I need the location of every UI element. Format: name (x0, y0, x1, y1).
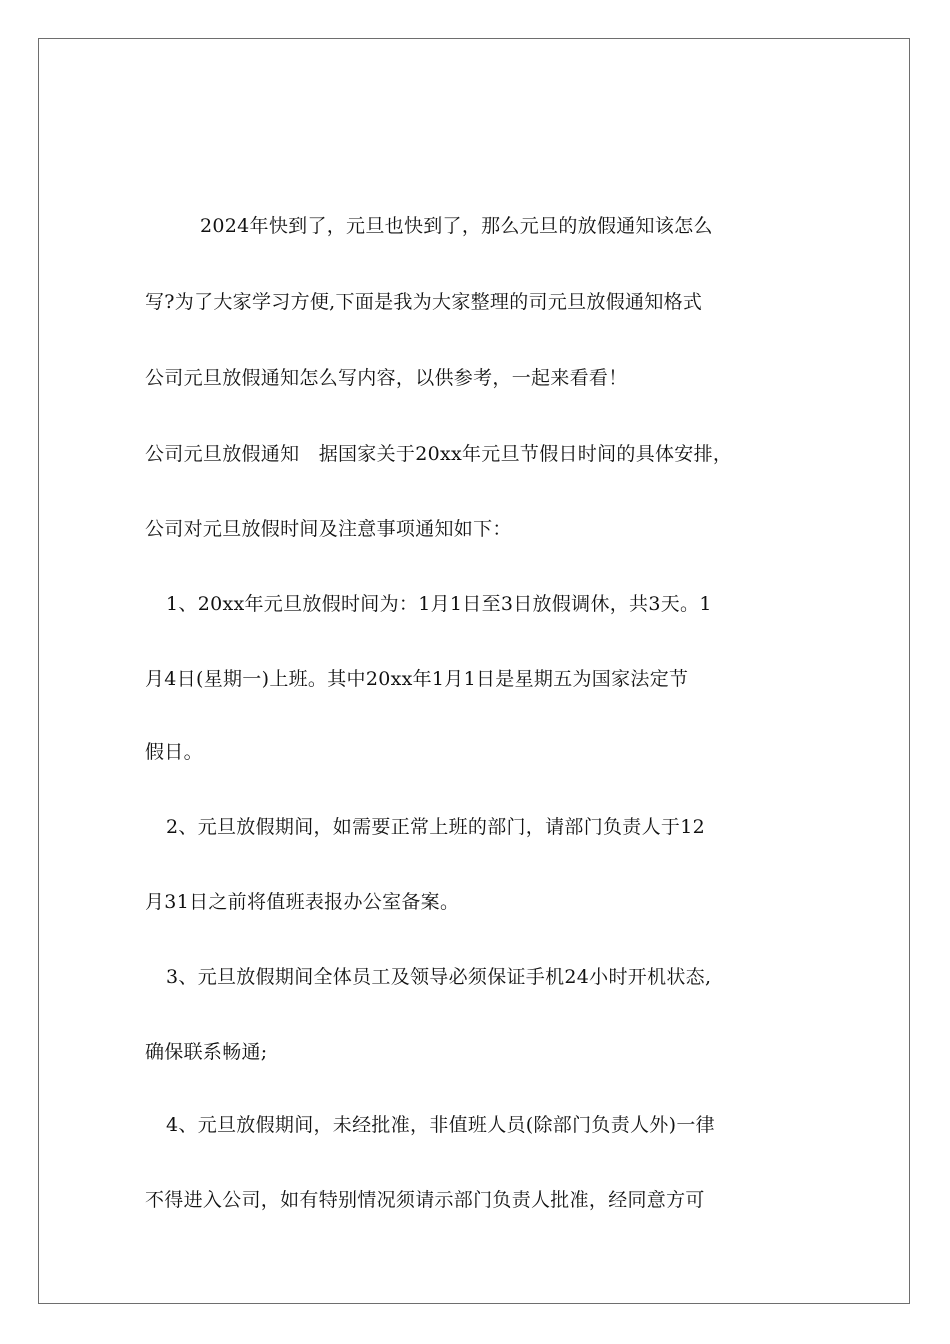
paragraph-line: 公司元旦放假通知怎么写内容，以供参考，一起来看看！ (145, 367, 628, 389)
list-item-1-line: 月4日(星期一)上班。其中20xx年1月1日是星期五为国家法定节 (145, 668, 689, 690)
list-item-1-line: 1、20xx年元旦放假时间为：1月1日至3日放假调休，共3天。1 (166, 593, 712, 615)
list-item-2-line: 月31日之前将值班表报办公室备案。 (145, 891, 460, 913)
paragraph-line: 公司对元旦放假时间及注意事项通知如下： (145, 518, 512, 540)
list-item-3-line: 3、元旦放假期间全体员工及领导必须保证手机24小时开机状态, (166, 966, 712, 988)
list-item-3-line: 确保联系畅通; (145, 1041, 268, 1063)
paragraph-line: 2024年快到了，元旦也快到了，那么元旦的放假通知该怎么 (200, 215, 713, 237)
list-item-4-line: 不得进入公司，如有特别情况须请示部门负责人批准，经同意方可 (145, 1189, 705, 1211)
list-item-2-line: 2、元旦放假期间，如需要正常上班的部门，请部门负责人于12 (166, 816, 705, 838)
paragraph-line: 公司元旦放假通知 据国家关于20xx年元旦节假日时间的具体安排， (145, 443, 733, 465)
list-item-4-line: 4、元旦放假期间，未经批准，非值班人员(除部门负责人外)一律 (166, 1114, 715, 1136)
list-item-1-line: 假日。 (145, 741, 203, 763)
paragraph-line: 写?为了大家学习方便,下面是我为大家整理的司元旦放假通知格式 (145, 291, 703, 313)
